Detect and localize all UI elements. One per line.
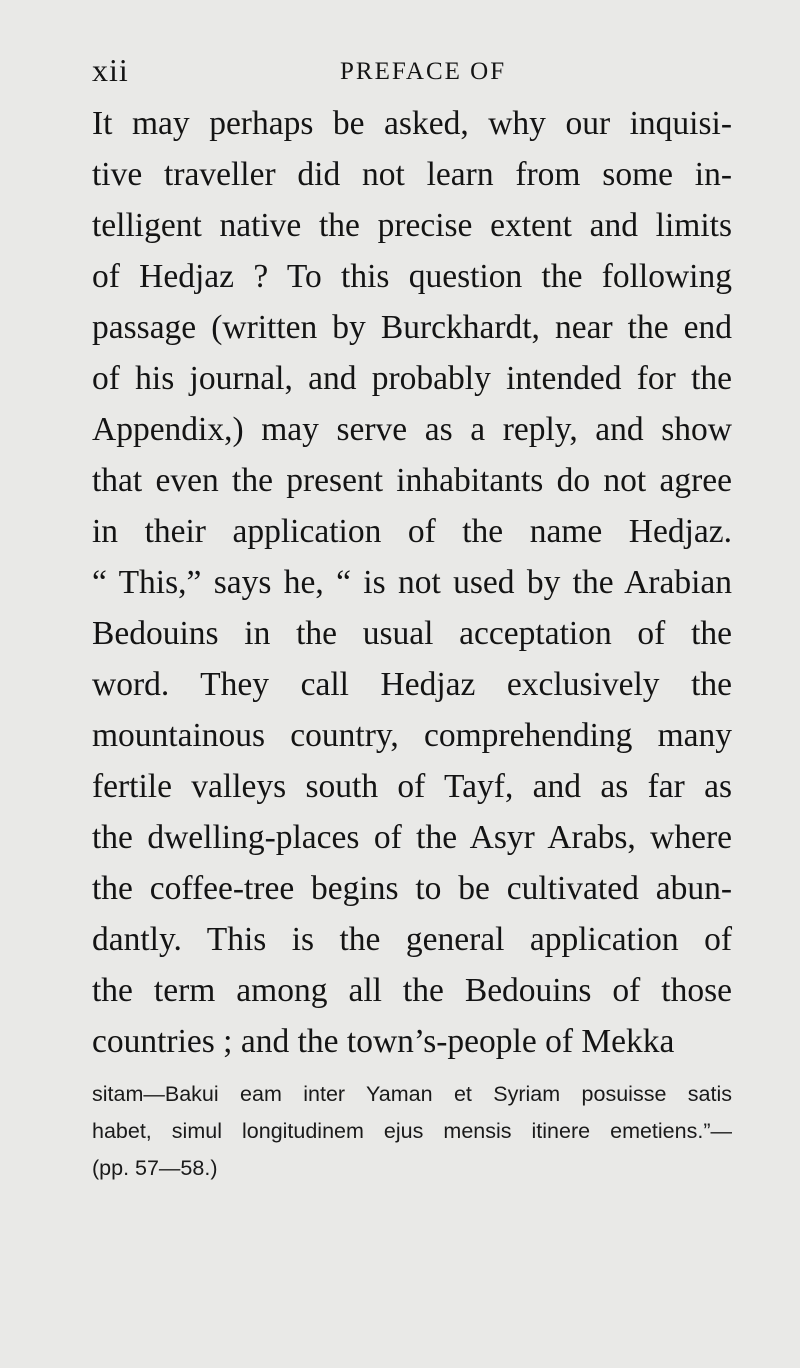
body-line: of his journal, and probably intended for the	[92, 360, 732, 397]
body-line: the term among all the Bedouins of those	[92, 972, 732, 1009]
footnote-line: habet, simul longitudinem ejus mensis itinere emetiens.”—	[92, 1119, 732, 1143]
body-line: telligent native the precise extent and limits	[92, 207, 732, 244]
body-line: It may perhaps be asked, why our inquisi-	[92, 105, 732, 142]
body-line: mountainous country, comprehending many	[92, 717, 732, 754]
body-line: dantly. This is the general application of	[92, 921, 732, 958]
body-line: fertile valleys south of Tayf, and as far as	[92, 768, 732, 805]
body-line: Appendix,) may serve as a reply, and show	[92, 411, 732, 448]
footnote	[92, 1076, 732, 1187]
body-line: that even the present inhabitants do not agree	[92, 462, 732, 499]
body-line: the coffee-tree begins to be cultivated abun-	[92, 870, 732, 907]
body-line: the dwelling-places of the Asyr Arabs, where	[92, 819, 732, 856]
body-line: passage (written by Burckhardt, near the end	[92, 309, 732, 346]
page-number: xii	[92, 52, 129, 88]
body-line: “ This,” says he, “ is not used by the Arabian	[92, 564, 732, 601]
body-line: of Hedjaz ? To this question the following	[92, 258, 732, 295]
footnote-line: (pp. 57—58.)	[92, 1156, 218, 1180]
footnote-line: sitam—Bakui eam inter Yaman et Syriam posuisse satis	[92, 1082, 732, 1106]
body-line: Bedouins in the usual acceptation of the	[92, 615, 732, 652]
body-line: in their application of the name Hedjaz.	[92, 513, 732, 550]
body-line: tive traveller did not learn from some in-	[92, 156, 732, 193]
running-head	[92, 52, 732, 92]
body-text	[92, 98, 732, 1067]
running-title: PREFACE OF	[340, 58, 507, 85]
body-line: word. They call Hedjaz exclusively the	[92, 666, 732, 703]
body-line: countries ; and the town’s-people of Mekka	[92, 1023, 675, 1060]
